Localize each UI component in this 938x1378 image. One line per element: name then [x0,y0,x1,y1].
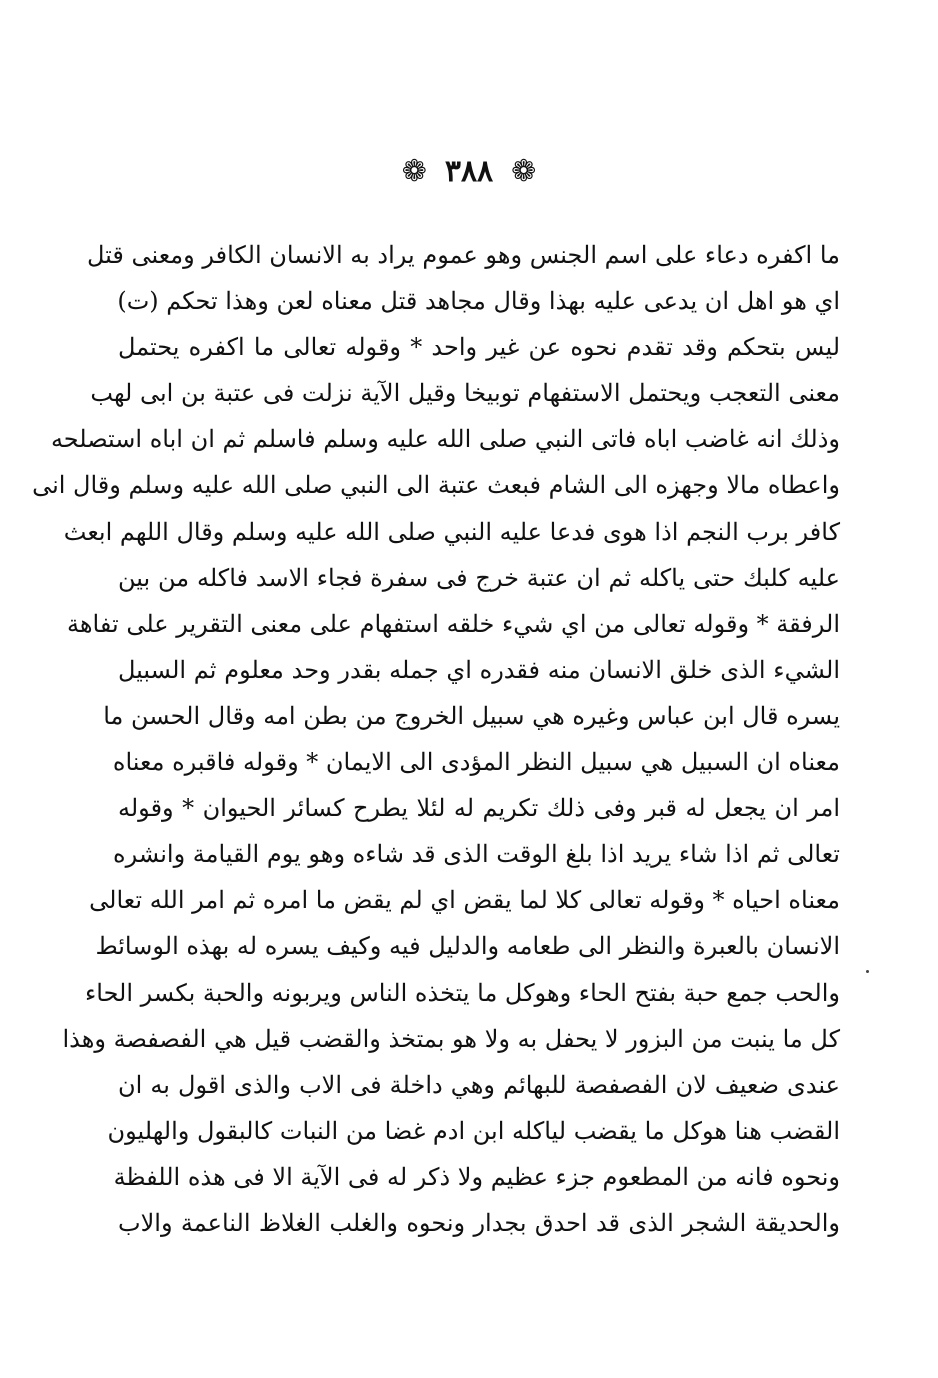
text-line: عليه كلبك حتى ياكله ثم ان عتبة خرج فى سفرة فجاء الاسد فاكله من بين [118,563,840,592]
text-line: معنى التعجب ويحتمل الاستفهام توبيخا وقيل الآية نزلت فى عتبة بن ابى لهب [90,379,840,408]
text-line: عندى ضعيف لان الفصفصة للبهائم وهي داخلة فى الاب والذى اقول به ان [118,1070,840,1099]
text-line: الانسان بالعبرة والنظر الى طعامه والدليل فيه وكيف يسره له بهذه الوسائط [95,932,840,961]
text-line: معناه ان السبيل هي سبيل النظر المؤدى الى الايمان * وقوله فاقبره معناه [112,748,840,777]
text-line: ونحوه فانه من المطعوم جزء عظيم ولا ذكر له فى الآية الا فى هذه اللفظة [113,1162,840,1191]
text-line: ليس بتحكم وقد تقدم نحوه عن غير واحد * وقوله تعالى ما اكفره يحتمل [118,333,841,362]
text-line: والحب جمع حبة بفتح الحاء وهوكل ما يتخذه الناس ويربونه والحبة بكسر الحاء [84,978,840,1007]
text-line: امر ان يجعل له قبر وفى ذلك تكريم له لئلا يطرح كسائر الحيوان * وقوله [118,794,840,823]
text-line: وذلك انه غاضب اباه فاتى النبي صلى الله عليه وسلم فاسلم ثم ان اباه استصلحه [50,425,840,454]
text-line: واعطاه مالا وجهزه الى الشام فبعث عتبة الى النبي صلى الله عليه وسلم وقال انى [32,471,840,500]
scan-speck [866,970,869,973]
page-header [0,152,938,192]
right-ornament-icon: ❁ [511,154,537,189]
text-line: القضب هنا هوكل ما يقضب لياكله ابن ادم غضا من النبات كالبقول والهليون [107,1116,840,1145]
text-line: الشيء الذى خلق الانسان منه فقدره اي جمله بقدر وحد معلوم ثم السبيل [118,655,840,684]
text-line: الرفقة * وقوله تعالى من اي شيء خلقه استفهام على معنى التقرير على تفاهة [67,609,840,638]
left-ornament-icon: ❁ [401,154,427,189]
text-line: يسره قال ابن عباس وغيره هي سبيل الخروج من بطن امه وقال الحسن ما [103,701,840,730]
text-line: معناه احياه * وقوله تعالى كلا لما يقض اي لم يقض ما امره ثم امر الله تعالى [89,886,840,915]
page-number: ٣٨٨ [444,154,494,189]
text-line: كافر برب النجم اذا هوى فدعا عليه النبي صلى الله عليه وسلم وقال اللهم ابعث [63,517,840,546]
text-line: اي هو اهل ان يدعى عليه بهذا وقال مجاهد قتل معناه لعن وهذا تحكم (ت) [117,287,840,316]
text-line: والحديقة الشجر الذى قد احدق بجدار ونحوه والغلب الغلاظ الناعمة والاب [118,1208,840,1237]
page-body-text [32,232,841,1246]
text-line: تعالى ثم اذا شاء يريد اذا بلغ الوقت الذى قد شاءه وهو يوم القيامة وانشره [113,840,840,869]
text-line: ما اكفره دعاء على اسم الجنس وهو عموم يراد به الانسان الكافر ومعنى قتل [86,241,840,269]
text-line: كل ما ينبت من البزور لا يحفل به ولا هو بمتخذ والقضب قيل هي الفصفصة وهذا [62,1024,840,1053]
